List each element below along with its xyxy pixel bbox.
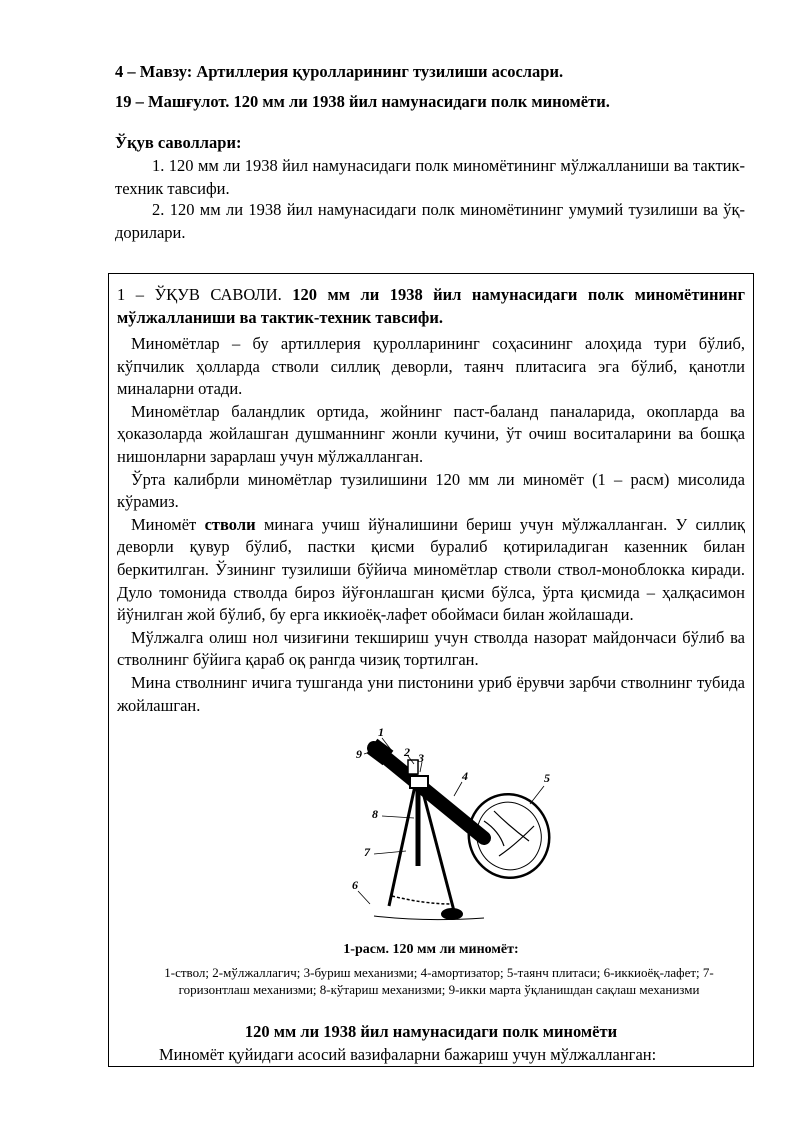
lesson-heading: 19 – Машғулот. 120 мм ли 1938 йил намунасидаги полк миномёти. <box>115 92 610 111</box>
paragraph-2: Миномётлар баландлик ортида, жойнинг паст-баланд паналарида, окопларда ва ҳоказоларда жойлашган душманнинг жонли кучини, ўт очиш воситаларини ва бошқа нишонларни зарарлаш учун мўлжалланган. <box>117 401 745 466</box>
figure-label-5: 5 <box>544 771 550 785</box>
ground-line <box>374 916 484 920</box>
paragraph-1: Миномётлар – бу артиллерия қуролларининг соҳасининг алоҳида тури бўлиб, кўпчилик ҳолларда стволи силлиқ деворли, таянч плитасига эга бўлиб, қанотли миналарни отади. <box>117 334 745 399</box>
mortar-illustration <box>334 726 554 936</box>
section1-body <box>117 333 745 717</box>
paragraph-4-bold: стволи <box>204 514 256 534</box>
section1-heading <box>117 283 745 329</box>
topic-heading: 4 – Мавзу: Артиллерия қуролларининг тузилиши асослари. <box>115 62 564 81</box>
figure-label-6: 6 <box>352 878 358 892</box>
bipod-left-leg <box>389 781 416 906</box>
figure-label-9: 9 <box>356 747 362 761</box>
figure-legend: 1-ствол; 2-мўлжаллагич; 3-буриш механизми; 4-амортизатор; 5-таянч плитаси; 6-иккиоёқ-лафет; 7-горизонтлаш механизми; 8-кўтариш механизми; 9-икки марта ўқланишдан сақлаш механизми <box>164 965 714 997</box>
questions-title: Ўқув саволлари: <box>115 133 242 152</box>
section2-text: Миномёт қуйидаги асосий вазифаларни бажариш учун мўлжалланган: <box>159 1045 657 1064</box>
question-item-1: 1. 120 мм ли 1938 йил намунасидаги полк миномётининг мўлжалланиши ва тактик-техник тавсифи. <box>115 156 745 198</box>
paragraph-4-rest: минага учиш йўналишини бериш учун мўлжалланган. У силлиқ деворли қувур бўлиб, пастки қисми буралиб қотириладиган казенник билан беркитилган. Ўзининг тузилиши бўйича миномётлар стволи ствол-моноблокка киради. Дуло томонида стволда бироз йўғонлашган қисми бўлса, ўрта қисмида – ҳалқасимон йўнилган жой бўлиб, бу ерга иккиоёқ-лафет обоймаси билан жойлашади. <box>117 514 745 625</box>
barrel-muzzle <box>372 746 388 758</box>
paragraph-4-start: Миномёт <box>131 514 205 534</box>
bipod-chain <box>392 896 452 904</box>
section1-prefix: 1 – ЎҚУВ САВОЛИ. <box>117 285 293 304</box>
bipod-yoke <box>410 776 428 788</box>
figure-label-4: 4 <box>462 769 468 783</box>
section1-title: 120 мм ли 1938 йил намунасидаги полк миномётининг мўлжалланиши ва тактик-техник тавсифи. <box>117 285 746 327</box>
paragraph-4 <box>117 514 745 627</box>
figure-caption: 1-расм. 120 мм ли миномёт: <box>343 942 519 957</box>
figure-label-8: 8 <box>372 807 378 821</box>
paragraph-5: Мўлжалга олиш нол чизиғини текшириш учун стволда назорат майдончаси бўлиб ва стволнинг бўйига қараб оқ рангда чизиқ тортилган. <box>117 627 745 670</box>
question-item-2: 2. 120 мм ли 1938 йил намунасидаги полк миномётининг умумий тузилиши ва ўқ-дорилари. <box>115 200 745 242</box>
bipod-foot <box>442 909 462 919</box>
figure-label-2: 2 <box>404 745 410 759</box>
figure-label-1: 1 <box>378 726 384 739</box>
figure-label-3: 3 <box>418 751 424 765</box>
figure-label-7: 7 <box>364 845 370 859</box>
section2-title: 120 мм ли 1938 йил намунасидаги полк миномёти <box>244 1022 618 1041</box>
content-box <box>108 273 754 1067</box>
paragraph-6: Мина стволнинг ичига тушганда уни пистонини уриб ёрувчи зарбчи стволнинг тубида жойлашган. <box>117 672 745 715</box>
mortar-barrel <box>374 748 484 838</box>
paragraph-3: Ўрта калибрли миномётлар тузилишини 120 мм ли миномёт (1 – расм) мисолида кўрамиз. <box>117 469 745 512</box>
